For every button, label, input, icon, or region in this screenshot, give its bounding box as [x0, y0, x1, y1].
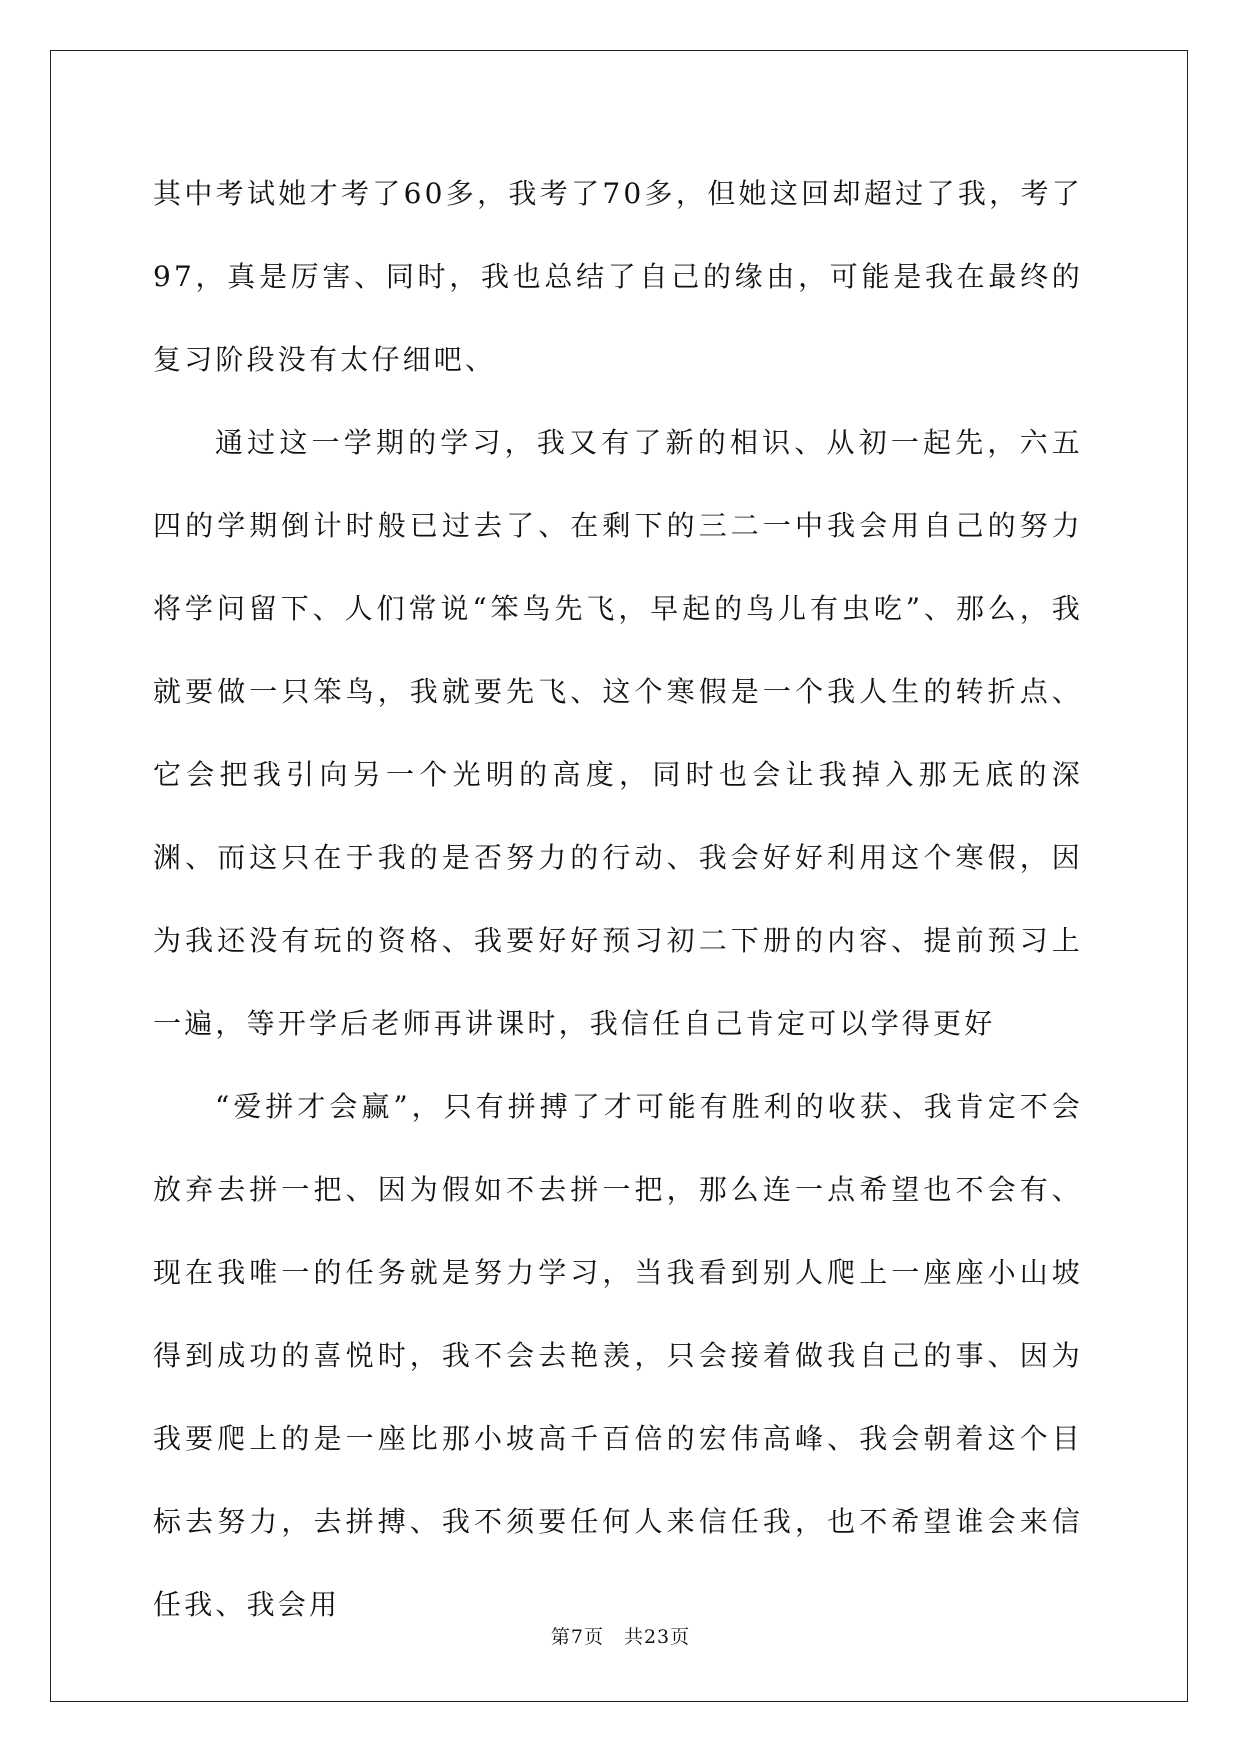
paragraph-1: 其中考试她才考了60多，我考了70多，但她这回却超过了我，考了97，真是厉害、同时，我也总结了自己的缘由，可能是我在最终的复习阶段没有太仔细吧、 [153, 177, 1083, 376]
document-body [153, 152, 1083, 1646]
page-total: 共23页 [623, 1626, 691, 1648]
page-number: 第7页 [550, 1626, 604, 1648]
page-footer [0, 1622, 1241, 1649]
paragraph-2: 通过这一学期的学习，我又有了新的相识、从初一起先，六五四的学期倒计时般已过去了、在剩下的三二一中我会用自己的努力将学问留下、人们常说“笨鸟先飞，早起的鸟儿有虫吃”、那么，我就要做一只笨鸟，我就要先飞、这个寒假是一个我人生的转折点、它会把我引向另一个光明的高度，同时也会让我掉入那无底的深渊、而这只在于我的是否努力的行动、我会好好利用这个寒假，因为我还没有玩的资格、我要好好预习初二下册的内容、提前预习上一遍，等开学后老师再讲课时，我信任自己肯定可以学得更好 [153, 426, 1083, 1040]
paragraph-3: “爱拼才会赢”，只有拼搏了才可能有胜利的收获、我肯定不会放弃去拼一把、因为假如不去拼一把，那么连一点希望也不会有、现在我唯一的任务就是努力学习，当我看到别人爬上一座座小山坡得到成功的喜悦时，我不会去艳羡，只会接着做我自己的事、因为我要爬上的是一座比那小坡高千百倍的宏伟高峰、我会朝着这个目标去努力，去拼搏、我不须要任何人来信任我，也不希望谁会来信任我、我会用 [153, 1090, 1083, 1621]
